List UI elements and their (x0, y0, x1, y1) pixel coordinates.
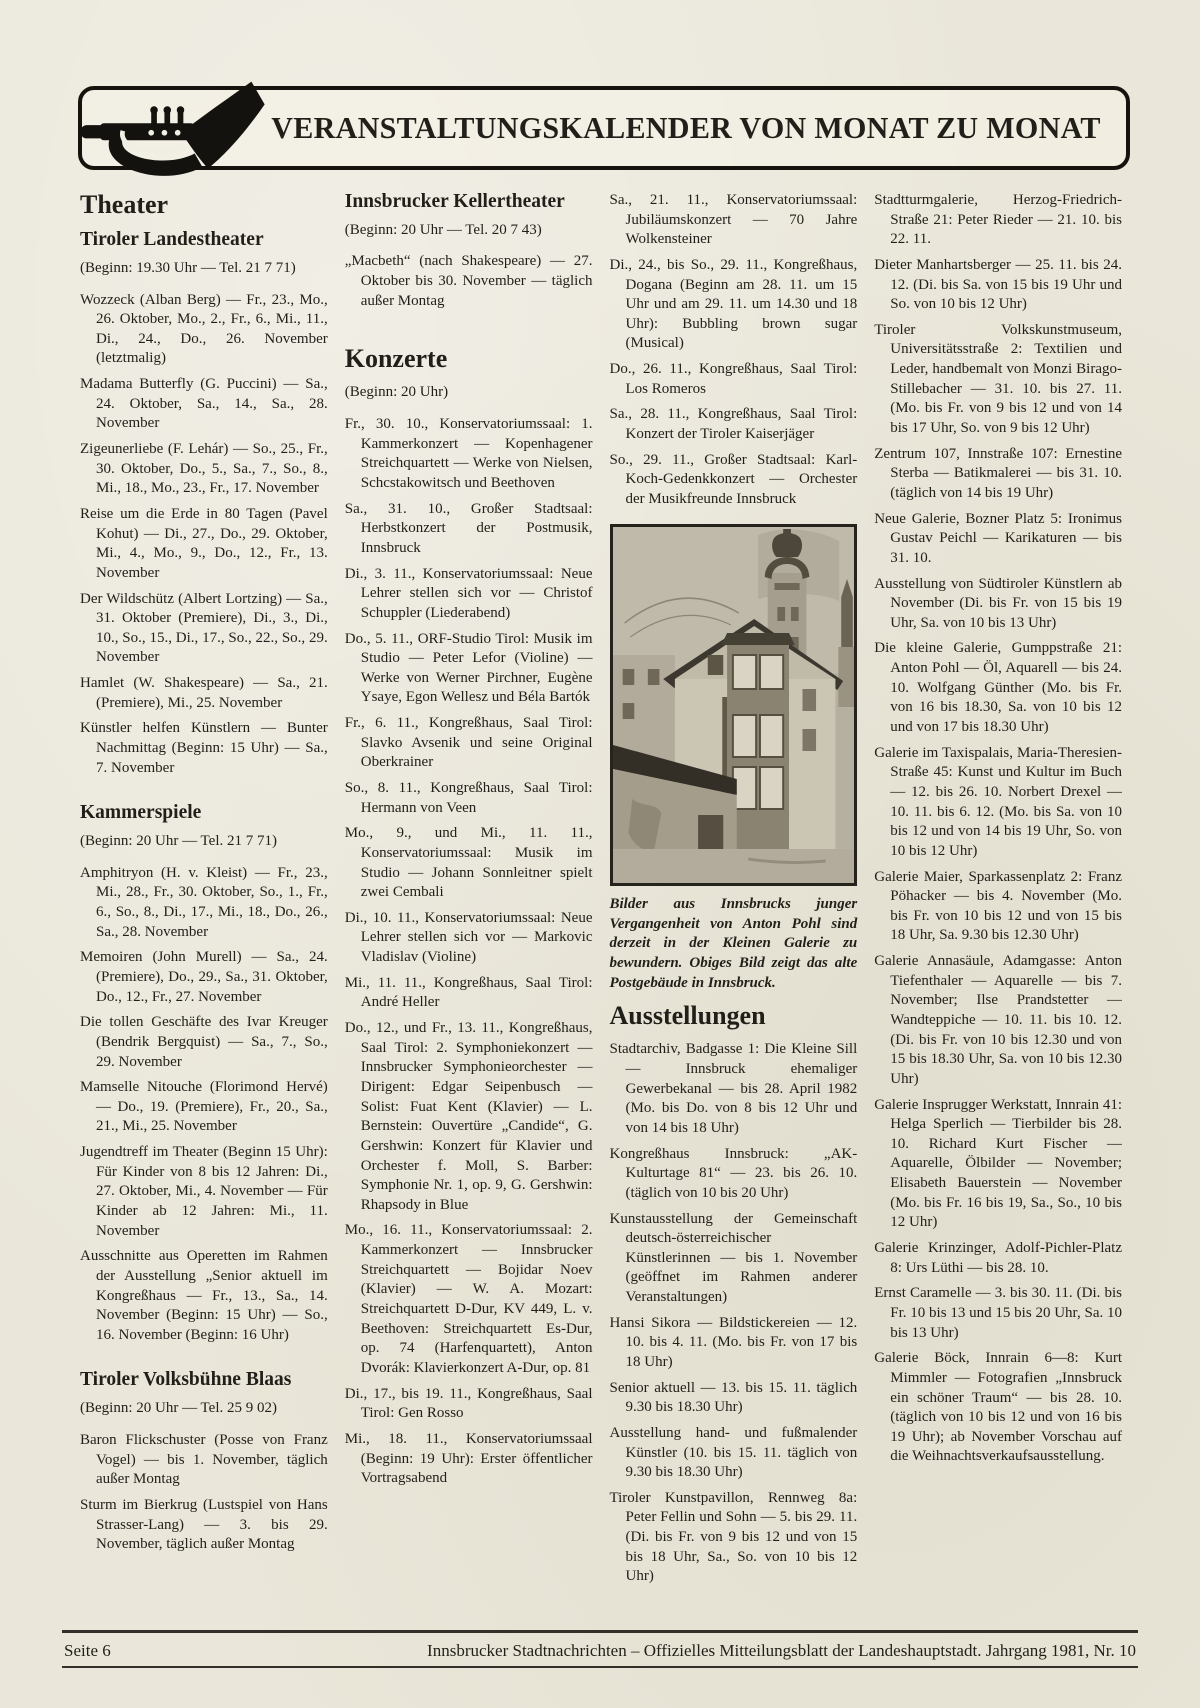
event-entry: Sturm im Bierkrug (Lustspiel von Hans Strasser-Lang) — 3. bis 29. November, täglich außer Montag (80, 1496, 328, 1553)
event-entry: Mo., 9., und Mi., 11. 11., Konservatoriumssaal: Musik im Studio — Johann Sonnleitner spielt zwei Cembali (344, 825, 593, 901)
event-entry: Mi., 18. 11., Konservatoriumssaal (Beginn: 19 Uhr): Erster öffentlicher Vortragsabend (344, 1430, 593, 1487)
event-entry: Dieter Manhartsberger — 25. 11. bis 24. 12. (Di. bis Sa. von 15 bis 19 Uhr und So. von 10 bis 12 Uhr) (874, 256, 1122, 313)
image-caption: Bilder aus Innsbrucks junger Vergangenheit von Anton Pohl sind derzeit in der Kleinen Galerie zu bewundern. Obiges Bild zeigt das alte Postgebäude in Innsbruck. (609, 895, 858, 992)
event-entry: Zigeunerliebe (F. Lehár) — So., 25., Fr., 30. Oktober, Do., 5., Sa., 7., So., 8., Mi., 18., Mo., 23., Fr., 17. November (80, 441, 328, 497)
event-entry: Sa., 28. 11., Kongreßhaus, Saal Tirol: Konzert der Tiroler Kaiserjäger (609, 406, 858, 443)
event-entry: Wozzeck (Alban Berg) — Fr., 23., Mo., 26. Oktober, Mo., 2., Fr., 6., Mi., 11., Di., 24., Do., 26. November (letztmalig) (80, 291, 328, 367)
venue-schedule-info: (Beginn: 20 Uhr — Tel. 20 7 43) (344, 221, 542, 238)
event-entry: Baron Flickschuster (Posse von Franz Vogel) — bis 1. November, täglich außer Montag (80, 1431, 328, 1488)
event-entry: Di., 10. 11., Konservatoriumssaal: Neue Lehrer stellen sich vor — Markovic Vladislav (Violine) (344, 909, 593, 966)
section-title: Ausstellungen (609, 1001, 766, 1031)
page-footer (62, 1630, 1138, 1668)
event-entry: Stadtturmgalerie, Herzog-Friedrich-Straße 21: Peter Rieder — 21. 10. bis 22. 11. (874, 192, 1122, 248)
venue-schedule-info: (Beginn: 19.30 Uhr — Tel. 21 7 71) (80, 259, 296, 276)
event-entry: Kongreßhaus Innsbruck: „AK-Kulturtage 81“ — 23. bis 26. 10. (täglich von 10 bis 20 Uhr) (609, 1145, 858, 1201)
event-entry: Galerie Insprugger Werkstatt, Innrain 41: Helga Sperlich — Tierbilder bis 28. 10. Richard Kurt Fischer — Aquarelle, Ölbilder — November; Elisabeth Bauerstein — November (Mo. bis Fr. 16 bis 19, Sa., So., 10 bis 12 Uhr) (874, 1096, 1122, 1231)
event-entry: Di., 24., bis So., 29. 11., Kongreßhaus, Dogana (Beginn am 28. 11. um 15 Uhr und am 29. 11. um 14.30 und 18 Uhr): Bubbling brown sugar (Musical) (609, 256, 858, 352)
column-konzerte (345, 188, 593, 1624)
event-entry: Zentrum 107, Innstraße 107: Ernestine Sterba — Batikmalerei — bis 31. 10. (täglich von 14 bis 19 Uhr) (874, 445, 1122, 501)
content-columns (80, 188, 1122, 1624)
event-entry: Mo., 16. 11., Konservatoriumssaal: 2. Kammerkonzert — Innsbrucker Streichquartett — Bojidar Noev (Klavier) — W. A. Mozart: Streichquartett D-Dur, KV 449, L. v. Beethoven: Streichquartett Es-Dur, op. 74 (Harfenquartett), Anton Dvorák: Klavierkonzert A-Dur, op. 81 (344, 1222, 593, 1376)
event-entry: Fr., 30. 10., Konservatoriumssaal: 1. Kammerkonzert — Kopenhagener Streichquartett — Werke von Nielsen, Schcstakowitsch und Beethoven (344, 416, 593, 492)
column-theater (80, 188, 328, 1624)
event-entry: Galerie Annasäule, Adamgasse: Anton Tiefenthaler — Aquarelle — bis 7. November; Ilse Prandstetter — Wandteppiche — 10. 11. bis 10. 12. (Di. bis Fr. von 10 bis 12.30 und von 15 bis 18.30 Uhr, Sa. von 10 bis 12.30 Uhr) (874, 953, 1122, 1087)
venue-heading: Kammerspiele (80, 802, 202, 824)
event-entry: Mamselle Nitouche (Florimond Hervé) — Do., 19. (Premiere), Fr., 20., Sa., 21., Mi., 25. November (80, 1079, 328, 1135)
event-entry: Fr., 6. 11., Kongreßhaus, Saal Tirol: Slavko Avsenik und seine Original Oberkrainer (344, 715, 593, 771)
event-entry: Künstler helfen Künstlern — Bunter Nachmittag (Beginn: 15 Uhr) — Sa., 7. November (80, 720, 328, 776)
issue-info: Innsbrucker Stadtnachrichten – Offizielles Mitteilungsblatt der Landeshauptstadt. Jahrgang 1981, Nr. 10 (427, 1641, 1136, 1660)
event-entry: Do., 26. 11., Kongreßhaus, Saal Tirol: Los Romeros (609, 361, 858, 397)
venue-schedule-info: (Beginn: 20 Uhr — Tel. 25 9 02) (80, 1400, 277, 1417)
event-entry: Galerie Maier, Sparkassenplatz 2: Franz Pöhacker — bis 4. November (Mo. bis Fr. von 10 bis 12 und von 15 bis 18 Uhr, Sa. 9.30 bis 12.30 Uhr) (874, 868, 1122, 944)
building-sketch-image (613, 527, 855, 883)
event-entry: Amphitryon (H. v. Kleist) — Fr., 23., Mi., 28., Fr., 30. Oktober, So., 1., Fr., 6., So., 8., Di., 17., Mi., 18., Do., 26., Sa., 28. November (80, 864, 328, 940)
figure (610, 524, 858, 995)
event-entry: Senior aktuell — 13. bis 15. 11. täglich 9.30 bis 18.30 Uhr) (609, 1379, 858, 1416)
venue-schedule-info: (Beginn: 20 Uhr — Tel. 21 7 71) (80, 833, 277, 850)
event-entry: Die kleine Galerie, Gumppstraße 21: Anton Pohl — Öl, Aquarell — bis 24. 10. Wolfgang Günther (Mo. bis Fr. von 16 bis 18.30, Sa. von 10 bis 12 und von 17 bis 18.30 Uhr) (874, 640, 1122, 736)
venue-heading: Tiroler Volksbühne Blaas (80, 1369, 292, 1391)
event-entry: Mi., 11. 11., Kongreßhaus, Saal Tirol: André Heller (344, 974, 593, 1011)
event-entry: Der Wildschütz (Albert Lortzing) — Sa., 31. Oktober (Premiere), Di., 3., Di., 10., So., 15., Di., 17., So., 22., So., 29. November (80, 590, 328, 666)
event-entry: Stadtarchiv, Badgasse 1: Die Kleine Sill — Innsbruck ehemaliger Gewerbekanal — bis 28. April 1982 (Mo. bis Do. von 8 bis 12 Uhr und von 14 bis 18 Uhr) (609, 1041, 858, 1136)
event-entry: Jugendtreff im Theater (Beginn 15 Uhr): Für Kinder von 8 bis 12 Jahren: Di., 27. Oktober, Mi., 4. November — Für Kinder ab 12 Jahren: Mi., 11. November (80, 1144, 328, 1239)
section-title: Konzerte (344, 344, 448, 374)
event-entry: Kunstausstellung der Gemeinschaft deutsch-österreichischer Künstlerinnen — bis 1. November (geöffnet im Rahmen anderer Veranstaltungen) (609, 1210, 858, 1306)
event-entry: So., 29. 11., Großer Stadtsaal: Karl-Koch-Gedenkkonzert — Orchester der Musikfreunde Innsbruck (609, 451, 858, 507)
event-entry: Reise um die Erde in 80 Tagen (Pavel Kohut) — Di., 27., Do., 29. Oktober, Mi., 4., Mo., 9., Do., 12., Fr., 13. November (80, 505, 328, 581)
event-entry: Memoiren (John Murell) — Sa., 24. (Premiere), Do., 29., Sa., 31. Oktober, Do., 12., Fr., 27. November (80, 949, 328, 1005)
event-entry: Di., 17., bis 19. 11., Kongreßhaus, Saal Tirol: Gen Rosso (344, 1385, 593, 1422)
event-entry: Do., 5. 11., ORF-Studio Tirol: Musik im Studio — Peter Lefor (Violine) — Werke von Werner Pirchner, Eugène Ysaye, Egon Wellesz und Béla Bartók (344, 630, 593, 706)
column-spacer (345, 317, 593, 343)
event-entry: Hansi Sikora — Bildstickereien — 12. 10. bis 4. 11. (Mo. bis Fr. von 17 bis 18 Uhr) (609, 1314, 858, 1370)
event-entry: Ausschnitte aus Operetten im Rahmen der Ausstellung „Senior aktuell im Kongreßhaus — Fr., 13., Sa., 14. November (Beginn: 15 Uhr) — So., 16. November (Beginn: 16 Uhr) (80, 1248, 328, 1343)
event-entry: Tiroler Kunstpavillon, Rennweg 8a: Peter Fellin und Sohn — 5. bis 29. 11. (Di. bis Fr. von 9 bis 12 und von 15 bis 18 Uhr, Sa., So. von 10 bis 12 Uhr) (609, 1489, 858, 1585)
column-ausstellungen (610, 188, 858, 1624)
trumpet-icon (74, 76, 270, 180)
column-galerien (874, 188, 1122, 1624)
event-entry: Die tollen Geschäfte des Ivar Kreuger (Bendrik Bergquist) — Sa., 7., So., 29. November (80, 1014, 328, 1070)
event-entry: Galerie Krinzinger, Adolf-Pichler-Platz 8: Urs Lüthi — bis 28. 10. (874, 1240, 1122, 1276)
event-entry: Di., 3. 11., Konservatoriumssaal: Neue Lehrer stellen sich vor — Christof Schuppler (Liederabend) (344, 565, 593, 621)
venue-heading: Tiroler Landestheater (80, 229, 264, 251)
section-title: Theater (80, 190, 169, 219)
event-entry: Do., 12., und Fr., 13. 11., Kongreßhaus, Saal Tirol: 2. Symphoniekonzert — Innsbrucker Symphonieorchester — Dirigent: Edgar Seipenbusch — Solist: Fuat Kent (Klavier) — L. Bernstein: Ouvertüre „Candide“, G. Gershwin: Konzert für Klavier und Orchester f. Moll, S. Barber: Symphonie Nr. 1, op. 9, G. Gershwin: Rhapsody in Blue (344, 1020, 593, 1213)
event-entry: Tiroler Volkskunstmuseum, Universitätsstraße 2: Textilien und Leder, handbemalt von Monzi Birago-Stillebacher — 31. 10. bis 27. 11. (Mo. bis Fr. von 9 bis 12 und von 14 bis 17 Uhr, So. von 9 bis 12 Uhr) (874, 321, 1122, 437)
event-entry: Sa., 31. 10., Großer Stadtsaal: Herbstkonzert der Postmusik, Innsbruck (344, 500, 593, 556)
event-entry: Sa., 21. 11., Konservatoriumssaal: Jubiläumskonzert — 70 Jahre Wolkensteiner (609, 192, 858, 248)
event-entry: So., 8. 11., Kongreßhaus, Saal Tirol: Hermann von Veen (344, 780, 593, 816)
event-entry: Galerie Böck, Innrain 6—8: Kurt Mimmler — Fotografien „Innsbruck ein schöner Traum“ — bis 28. 10. (täglich von 10 bis 12 und von 16 bis 19 Uhr); ab November Vorschau auf die Weihnachtsverkaufsausstellung. (874, 1350, 1122, 1465)
event-entry: Ausstellung hand- und fußmalender Künstler (10. bis 15. 11. täglich von 9.30 bis 18.30 Uhr) (609, 1424, 858, 1481)
event-entry: Madama Butterfly (G. Puccini) — Sa., 24. Oktober, Sa., 14., Sa., 28. November (80, 376, 328, 432)
event-entry: „Macbeth“ (nach Shakespeare) — 27. Oktober bis 30. November — täglich außer Montag (344, 253, 593, 309)
event-entry: Ausstellung von Südtiroler Künstlern ab November (Di. bis Fr. von 15 bis 19 Uhr, Sa. von 10 bis 13 Uhr) (874, 575, 1122, 631)
venue-schedule-info: (Beginn: 20 Uhr) (344, 384, 449, 401)
venue-heading: Innsbrucker Kellertheater (344, 191, 565, 212)
event-entry: Galerie im Taxispalais, Maria-Theresien-Straße 45: Kunst und Kultur im Buch — 12. bis 26. 10. Norbert Drexel — 10. 11. bis 6. 12. (Mo. bis Sa. von 10 bis 12 und von 14 bis 19 Uhr, So. von 10 bis 12 Uhr) (874, 744, 1122, 859)
page-header-banner (78, 86, 1130, 170)
event-entry: Hamlet (W. Shakespeare) — Sa., 21. (Premiere), Mi., 25. November (80, 675, 328, 711)
page-number: Seite 6 (64, 1641, 111, 1660)
event-entry: Ernst Caramelle — 3. bis 30. 11. (Di. bis Fr. 10 bis 13 und 15 bis 20 Uhr, Sa. 10 bis 13 Uhr) (874, 1285, 1122, 1341)
artwork-image (610, 524, 858, 886)
page-title: VERANSTALTUNGSKALENDER VON MONAT ZU MONAT (271, 110, 1101, 145)
event-entry: Neue Galerie, Bozner Platz 5: Ironimus Gustav Peichl — Karikaturen — bis 31. 10. (874, 510, 1122, 566)
